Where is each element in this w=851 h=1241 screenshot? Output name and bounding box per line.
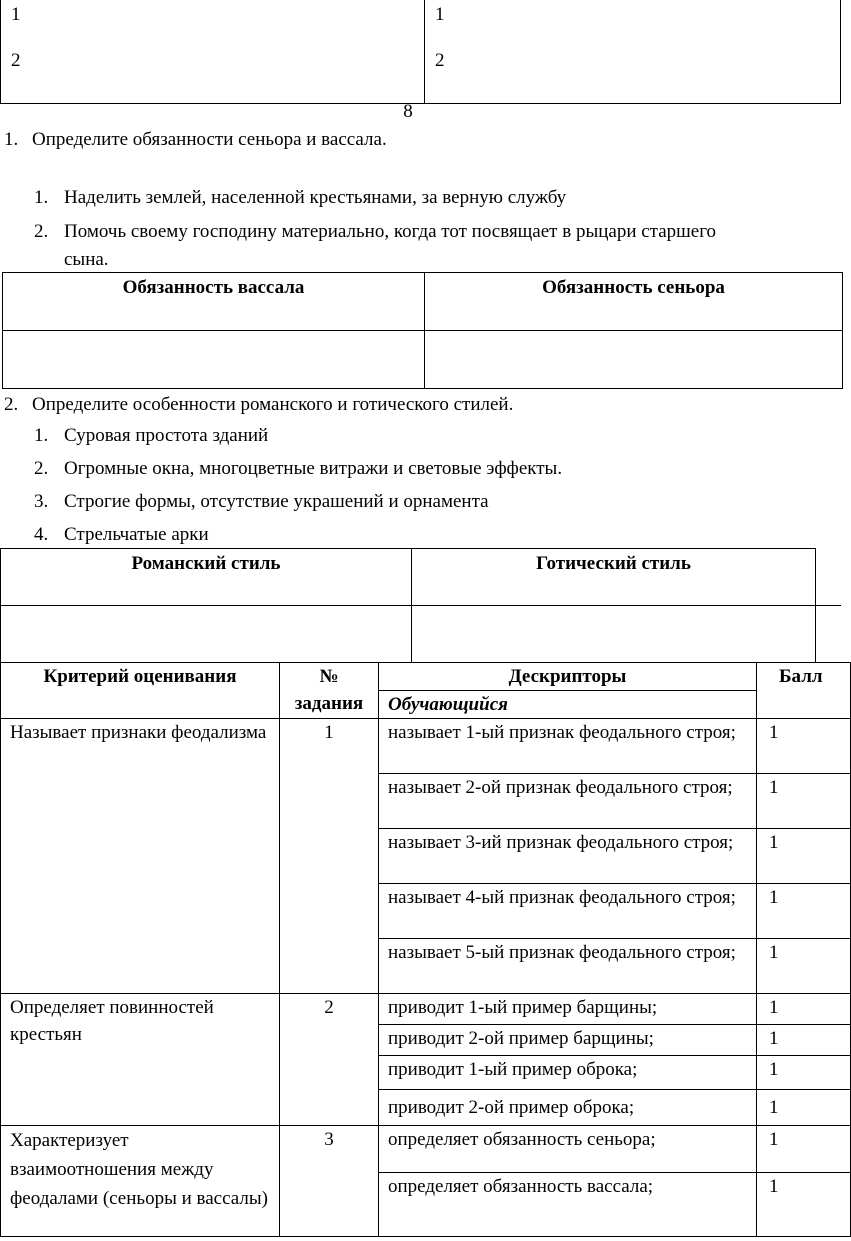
criterion-header: Критерий оценивания — [1, 663, 280, 719]
top-table-left-cell — [1, 0, 425, 104]
task-2-answer-table — [0, 548, 841, 663]
table-margin-cell — [816, 549, 841, 606]
task-1-item-2: 2. Помочь своему господину материально, когда тот посвящает в рыцари старшего — [34, 221, 717, 242]
descriptor-score: 1 — [757, 1090, 851, 1126]
descriptor-score: 1 — [757, 1173, 851, 1237]
descriptor-text: называет 2-ой признак феодального строя; — [379, 774, 757, 829]
task-number-header — [280, 663, 379, 719]
criterion-3-label: Характеризует взаимоотношения между феодалами (сеньоры и вассалы) — [1, 1126, 280, 1237]
descriptor-text: определяет обязанность вассала; — [379, 1173, 757, 1237]
descriptor-score: 1 — [757, 994, 851, 1025]
learner-subheader: Обучающийся — [379, 691, 757, 719]
task-number-header-line-2: задания — [294, 693, 364, 714]
senior-duty-header: Обязанность сеньора — [425, 273, 843, 331]
points-header: Балл — [757, 663, 851, 719]
top-right-line-1: 1 — [435, 4, 445, 25]
descriptor-text: называет 1-ый признак феодального строя; — [379, 719, 757, 774]
page-number: 8 — [403, 101, 413, 122]
table-margin-cell — [816, 606, 841, 663]
task-2-item-2: 2. Огромные окна, многоцветные витражи и световые эффекты. — [34, 458, 563, 479]
descriptor-score: 1 — [757, 829, 851, 884]
descriptor-text: приводит 1-ый пример барщины; — [379, 994, 757, 1025]
task-2-title: 2. Определите особенности романского и готического стилей. — [4, 394, 514, 415]
top-left-line-1: 1 — [11, 4, 21, 25]
romanesque-style-header: Романский стиль — [1, 549, 412, 606]
romanesque-answer-cell[interactable] — [1, 606, 412, 663]
criterion-2-label: Определяет повинностей крестьян — [1, 994, 280, 1126]
gothic-answer-cell[interactable] — [412, 606, 816, 663]
descriptor-score: 1 — [757, 774, 851, 829]
criterion-2-task-number: 2 — [280, 994, 379, 1126]
criterion-3-task-number: 3 — [280, 1126, 379, 1237]
task-1-title: 1. Определите обязанности сеньора и вассала. — [4, 129, 387, 150]
task-2-item-4: 4. Стрельчатые арки — [34, 524, 209, 545]
top-right-line-2: 2 — [435, 50, 445, 71]
descriptor-text: называет 5-ый признак феодального строя; — [379, 939, 757, 994]
criterion-1-label: Называет признаки феодализма — [1, 719, 280, 994]
vassal-duty-header: Обязанность вассала — [3, 273, 425, 331]
task-2-item-3: 3. Строгие формы, отсутствие украшений и орнамента — [34, 491, 489, 512]
top-table — [0, 0, 841, 104]
criteria-table — [0, 662, 851, 1237]
task-1-answer-table — [2, 272, 843, 389]
top-left-line-2: 2 — [11, 50, 21, 71]
descriptor-text: приводит 2-ой пример оброка; — [379, 1090, 757, 1126]
descriptor-score: 1 — [757, 939, 851, 994]
top-table-right-cell — [425, 0, 841, 104]
senior-duty-answer-cell[interactable] — [425, 331, 843, 389]
task-2-item-1: 1. Суровая простота зданий — [34, 425, 269, 446]
descriptor-text: называет 4-ый признак феодального строя; — [379, 884, 757, 939]
descriptor-score: 1 — [757, 1126, 851, 1173]
descriptor-text: определяет обязанность сеньора; — [379, 1126, 757, 1173]
descriptor-text: приводит 1-ый пример оброка; — [379, 1056, 757, 1090]
descriptor-score: 1 — [757, 884, 851, 939]
descriptor-score: 1 — [757, 1025, 851, 1056]
task-1-item-1: 1. Наделить землей, населенной крестьянами, за верную службу — [34, 187, 567, 208]
task-1-item-2-continued: сына. — [64, 249, 109, 270]
descriptor-score: 1 — [757, 1056, 851, 1090]
descriptor-score: 1 — [757, 719, 851, 774]
task-number-header-line-1: № — [319, 666, 339, 687]
gothic-style-header: Готический стиль — [412, 549, 816, 606]
descriptor-text: называет 3-ий признак феодального строя; — [379, 829, 757, 884]
descriptors-header: Дескрипторы — [379, 663, 757, 691]
criterion-1-task-number: 1 — [280, 719, 379, 994]
vassal-duty-answer-cell[interactable] — [3, 331, 425, 389]
descriptor-text: приводит 2-ой пример барщины; — [379, 1025, 757, 1056]
